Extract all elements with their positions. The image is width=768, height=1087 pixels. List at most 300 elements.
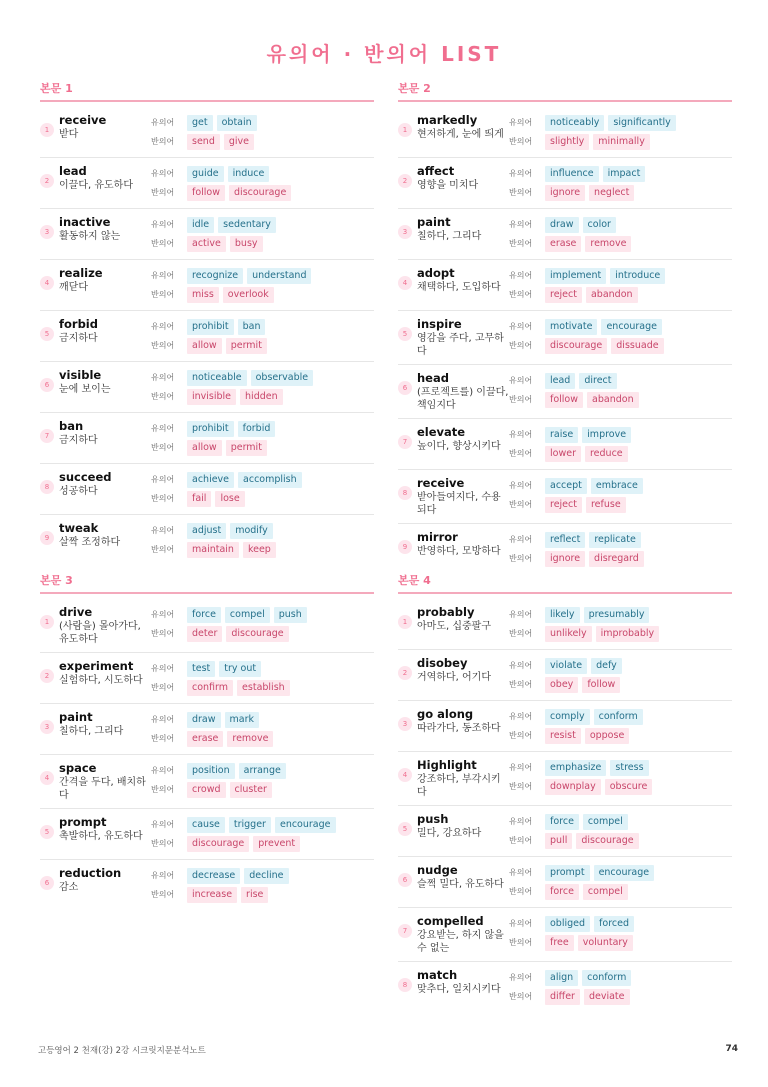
antonym-chip: confirm: [187, 680, 233, 696]
synonym-row: [509, 425, 732, 444]
synonym-chip: forced: [594, 916, 634, 932]
vocab-entry: [398, 470, 732, 524]
headword: disobey: [417, 656, 468, 670]
antonym-row: [509, 132, 732, 151]
antonym-chip: abandon: [587, 392, 639, 408]
antonym-chip: active: [187, 236, 226, 252]
relations: [151, 368, 374, 406]
synonym-label: 유의어: [509, 973, 533, 982]
antonym-chips: [545, 884, 632, 900]
antonym-label: 반의어: [151, 629, 175, 638]
headword: head: [417, 371, 449, 385]
vocab-entry: [40, 809, 374, 860]
synonym-chip: emphasize: [545, 760, 606, 776]
relations: [509, 605, 732, 643]
korean-meaning: 촉발하다, 유도하다: [59, 831, 143, 842]
korean-meaning: 실험하다, 시도하다: [59, 675, 143, 686]
relations: [509, 656, 732, 694]
entry-number: 6: [40, 876, 54, 890]
synonym-label: 유의어: [509, 535, 533, 544]
synonym-label: 유의어: [151, 169, 175, 178]
antonym-row: [509, 987, 732, 1006]
synonym-chips: [187, 763, 290, 779]
antonym-chip: remove: [227, 731, 273, 747]
synonym-label: 유의어: [509, 430, 533, 439]
headword: succeed: [59, 470, 112, 484]
antonym-row: [509, 495, 732, 514]
vocab-entry: [40, 209, 374, 260]
synonym-chips: [545, 115, 680, 131]
synonym-chip: obliged: [545, 916, 590, 932]
antonym-chip: obey: [545, 677, 578, 693]
antonym-chip: deter: [187, 626, 222, 642]
antonym-row: [509, 726, 732, 745]
antonym-chips: [545, 392, 643, 408]
antonym-chip: erase: [545, 236, 581, 252]
vocab-entry: [40, 311, 374, 362]
antonym-row: [509, 675, 732, 694]
synonym-row: [509, 530, 732, 549]
synonym-chips: [187, 421, 279, 437]
relations: [509, 530, 732, 568]
synonym-row: [509, 605, 732, 624]
antonym-chips: [187, 782, 276, 798]
antonym-chips: [545, 626, 663, 642]
synonym-chips: [545, 268, 669, 284]
antonym-row: [151, 234, 374, 253]
synonym-row: [151, 815, 374, 834]
entry-number: 5: [40, 825, 54, 839]
antonym-chip: unlikely: [545, 626, 592, 642]
synonym-chip: adjust: [187, 523, 226, 539]
headword: paint: [59, 710, 93, 724]
synonym-chip: comply: [545, 709, 590, 725]
korean-meaning: 깨닫다: [59, 282, 88, 293]
antonym-label: 반의어: [509, 731, 533, 740]
antonym-chips: [545, 338, 668, 354]
entry-number: 1: [398, 615, 412, 629]
antonym-row: [151, 678, 374, 697]
entry-number: 7: [398, 924, 412, 938]
headword: match: [417, 968, 458, 982]
section-heading: 본문 3: [40, 572, 374, 594]
section-heading: 본문 1: [40, 80, 374, 102]
antonym-label: 반의어: [151, 785, 175, 794]
synonym-chips: [187, 370, 317, 386]
word-column: [417, 425, 509, 463]
antonym-chip: erase: [187, 731, 223, 747]
synonym-chip: obtain: [217, 115, 257, 131]
headword: nudge: [417, 863, 458, 877]
vocab-entry: [398, 908, 732, 962]
antonym-row: [151, 438, 374, 457]
synonym-chip: impact: [603, 166, 646, 182]
antonym-chip: miss: [187, 287, 219, 303]
korean-meaning: 이끌다, 유도하다: [59, 180, 133, 191]
synonym-label: 유의어: [509, 919, 533, 928]
synonym-chip: understand: [247, 268, 311, 284]
synonym-chip: compel: [583, 814, 628, 830]
korean-meaning: 슬쩍 밀다, 유도하다: [417, 879, 504, 890]
antonym-chip: reject: [545, 287, 582, 303]
antonym-label: 반의어: [509, 137, 533, 146]
synonym-row: [151, 164, 374, 183]
synonym-chips: [187, 607, 311, 623]
antonym-label: 반의어: [151, 392, 175, 401]
korean-meaning: 채택하다, 도입하다: [417, 282, 501, 293]
synonym-chips: [545, 916, 638, 932]
relations: [509, 914, 732, 955]
vocab-entry: [40, 107, 374, 158]
antonym-chip: allow: [187, 440, 222, 456]
vocab-entry: [398, 650, 732, 701]
antonym-chip: slightly: [545, 134, 589, 150]
entry-number: 3: [398, 717, 412, 731]
relations: [509, 863, 732, 901]
korean-meaning: 높이다, 향상시키다: [417, 441, 501, 452]
antonym-label: 반의어: [151, 188, 175, 197]
korean-meaning: 현저하게, 눈에 띄게: [417, 129, 504, 140]
synonym-chip: sedentary: [218, 217, 276, 233]
word-column: [417, 812, 509, 850]
synonym-label: 유의어: [151, 424, 175, 433]
relations: [509, 476, 732, 517]
antonym-row: [151, 387, 374, 406]
synonym-chips: [187, 319, 269, 335]
synonym-chips: [545, 319, 666, 335]
relations: [151, 113, 374, 151]
synonym-label: 유의어: [509, 169, 533, 178]
relations: [151, 815, 374, 853]
antonym-chip: permit: [226, 440, 267, 456]
antonym-label: 반의어: [151, 734, 175, 743]
antonym-chip: deviate: [584, 989, 630, 1005]
synonym-label: 유의어: [151, 871, 175, 880]
synonym-row: [509, 113, 732, 132]
vocab-entry: [398, 524, 732, 574]
antonym-chips: [545, 446, 632, 462]
antonym-chip: hidden: [240, 389, 283, 405]
entry-number: 8: [398, 978, 412, 992]
synonym-chip: replicate: [589, 532, 640, 548]
synonym-row: [151, 659, 374, 678]
word-column: [417, 215, 509, 253]
word-column: [417, 476, 509, 517]
synonym-label: 유의어: [151, 373, 175, 382]
headword: tweak: [59, 521, 99, 535]
antonym-chips: [187, 491, 249, 507]
word-column: [59, 266, 151, 304]
antonym-chip: reduce: [585, 446, 628, 462]
vocab-entry: [398, 158, 732, 209]
vocab-entry: [40, 653, 374, 704]
synonym-chips: [187, 817, 340, 833]
section-heading: 본문 2: [398, 80, 732, 102]
synonym-chip: motivate: [545, 319, 597, 335]
antonym-chip: discourage: [229, 185, 291, 201]
synonym-chips: [545, 760, 653, 776]
word-column: [59, 521, 151, 559]
antonym-chips: [545, 134, 654, 150]
synonym-chip: test: [187, 661, 215, 677]
antonym-label: 반의어: [509, 395, 533, 404]
antonym-chip: crowd: [187, 782, 226, 798]
headword: adopt: [417, 266, 455, 280]
antonym-label: 반의어: [509, 290, 533, 299]
page-number: 74: [725, 1044, 738, 1054]
synonym-chip: draw: [187, 712, 221, 728]
relations: [509, 968, 732, 1006]
antonym-chip: busy: [230, 236, 263, 252]
synonym-chip: decrease: [187, 868, 240, 884]
headword: reduction: [59, 866, 122, 880]
synonym-label: 유의어: [509, 481, 533, 490]
antonym-chips: [187, 542, 280, 558]
synonym-chip: introduce: [610, 268, 665, 284]
synonym-chip: cause: [187, 817, 225, 833]
word-column: [417, 707, 509, 745]
headword: go along: [417, 707, 474, 721]
vocab-entry: [398, 701, 732, 752]
synonym-row: [151, 866, 374, 885]
antonym-row: [509, 777, 732, 796]
entry-number: 3: [398, 225, 412, 239]
entry-number: 1: [40, 615, 54, 629]
korean-meaning: (프로젝트를) 이끌다, 책임지다: [417, 387, 509, 411]
antonym-chip: minimally: [593, 134, 650, 150]
synonym-row: [509, 266, 732, 285]
antonym-label: 반의어: [509, 938, 533, 947]
entry-number: 8: [398, 486, 412, 500]
word-column: [417, 914, 509, 955]
antonym-chip: overlook: [223, 287, 274, 303]
relations: [509, 266, 732, 304]
synonym-chip: defy: [591, 658, 622, 674]
antonym-chip: discourage: [187, 836, 249, 852]
synonym-row: [151, 368, 374, 387]
word-column: [417, 317, 509, 358]
vocab-entry: [40, 599, 374, 653]
antonym-row: [509, 234, 732, 253]
entry-number: 4: [398, 768, 412, 782]
entry-number: 1: [398, 123, 412, 137]
footer-book-title: 고등영어 2 천재(강) 2강 시크릿지문분석노트: [38, 1046, 206, 1056]
antonym-label: 반의어: [151, 137, 175, 146]
relations: [509, 812, 732, 850]
korean-meaning: 금지하다: [59, 435, 98, 446]
synonym-label: 유의어: [151, 766, 175, 775]
headword: visible: [59, 368, 102, 382]
antonym-chip: downplay: [545, 779, 601, 795]
antonym-row: [151, 132, 374, 151]
antonym-chips: [187, 836, 304, 852]
headword: realize: [59, 266, 103, 280]
antonym-chip: reject: [545, 497, 582, 513]
synonym-chip: push: [274, 607, 307, 623]
synonym-row: [151, 317, 374, 336]
word-column: [59, 605, 151, 646]
antonym-row: [151, 885, 374, 904]
synonym-label: 유의어: [151, 820, 175, 829]
synonym-chips: [545, 166, 649, 182]
synonym-label: 유의어: [509, 220, 533, 229]
headword: compelled: [417, 914, 484, 928]
synonym-chip: reflect: [545, 532, 585, 548]
entry-number: 4: [40, 276, 54, 290]
antonym-row: [151, 624, 374, 643]
korean-meaning: 성공하다: [59, 486, 98, 497]
antonym-label: 반의어: [509, 887, 533, 896]
korean-meaning: 눈에 보이는: [59, 384, 111, 395]
korean-meaning: 살짝 조정하다: [59, 537, 121, 548]
antonym-chip: rise: [241, 887, 268, 903]
synonym-chip: likely: [545, 607, 580, 623]
headword: ban: [59, 419, 84, 433]
relations: [509, 164, 732, 202]
synonym-chips: [545, 607, 653, 623]
relations: [509, 758, 732, 799]
headword: lead: [59, 164, 87, 178]
antonym-chips: [187, 626, 293, 642]
synonym-chip: position: [187, 763, 235, 779]
antonym-chip: allow: [187, 338, 222, 354]
word-column: [59, 866, 151, 904]
synonym-row: [151, 266, 374, 285]
korean-meaning: 금지하다: [59, 333, 98, 344]
antonym-chip: oppose: [585, 728, 629, 744]
vocab-entry: [398, 752, 732, 806]
synonym-label: 유의어: [151, 271, 175, 280]
headword: markedly: [417, 113, 478, 127]
relations: [151, 266, 374, 304]
antonym-label: 반의어: [151, 683, 175, 692]
korean-meaning: (사람을) 몰아가다, 유도하다: [59, 621, 141, 645]
korean-meaning: 강조하다, 부각시키다: [417, 774, 501, 798]
antonym-row: [509, 336, 732, 355]
word-column: [417, 863, 509, 901]
antonym-label: 반의어: [151, 545, 175, 554]
synonym-chip: force: [187, 607, 221, 623]
antonym-chip: refuse: [586, 497, 626, 513]
synonym-chip: encourage: [275, 817, 336, 833]
synonym-chips: [545, 814, 632, 830]
relations: [151, 710, 374, 748]
antonym-row: [151, 336, 374, 355]
korean-meaning: 맞추다, 일치시키다: [417, 984, 501, 995]
antonym-label: 반의어: [509, 188, 533, 197]
entry-number: 2: [398, 666, 412, 680]
synonym-label: 유의어: [509, 376, 533, 385]
synonym-chips: [545, 658, 626, 674]
synonym-chip: raise: [545, 427, 578, 443]
vocab-entry: [398, 962, 732, 1012]
synonym-chips: [545, 865, 658, 881]
relations: [509, 707, 732, 745]
antonym-chips: [545, 287, 642, 303]
entry-number: 3: [40, 720, 54, 734]
antonym-row: [509, 882, 732, 901]
word-column: [417, 164, 509, 202]
synonym-chip: direct: [579, 373, 616, 389]
antonym-chips: [545, 677, 624, 693]
vocab-entry: [398, 107, 732, 158]
korean-meaning: 칠하다, 그리다: [59, 726, 124, 737]
synonym-chip: recognize: [187, 268, 243, 284]
synonym-label: 유의어: [509, 817, 533, 826]
korean-meaning: 간격을 두다, 배치하다: [59, 777, 146, 801]
synonym-chip: presumably: [584, 607, 650, 623]
synonym-label: 유의어: [151, 475, 175, 484]
antonym-chips: [187, 440, 271, 456]
synonym-label: 유의어: [509, 118, 533, 127]
antonym-label: 반의어: [151, 494, 175, 503]
headword: inspire: [417, 317, 462, 331]
synonym-chip: try out: [219, 661, 261, 677]
synonym-chips: [545, 217, 620, 233]
vocab-entry: [398, 209, 732, 260]
synonym-chip: noticeably: [545, 115, 604, 131]
vocab-entry: [40, 158, 374, 209]
synonym-chip: improve: [582, 427, 631, 443]
antonym-chip: remove: [585, 236, 631, 252]
antonym-row: [151, 780, 374, 799]
synonym-row: [509, 371, 732, 390]
synonym-row: [509, 707, 732, 726]
synonym-row: [151, 761, 374, 780]
antonym-row: [509, 933, 732, 952]
synonym-label: 유의어: [509, 712, 533, 721]
antonym-chip: invisible: [187, 389, 236, 405]
antonym-chips: [545, 497, 630, 513]
synonym-chip: lead: [545, 373, 575, 389]
relations: [151, 164, 374, 202]
entry-number: 7: [398, 435, 412, 449]
relations: [509, 425, 732, 463]
synonym-chip: accept: [545, 478, 587, 494]
section-heading: 본문 4: [398, 572, 732, 594]
headword: affect: [417, 164, 455, 178]
antonym-row: [509, 549, 732, 568]
headword: drive: [59, 605, 93, 619]
korean-meaning: 영감을 주다, 고무하다: [417, 333, 504, 357]
antonym-chip: neglect: [589, 185, 634, 201]
antonym-chips: [545, 989, 634, 1005]
synonym-chip: prompt: [545, 865, 590, 881]
synonym-chip: force: [545, 814, 579, 830]
antonym-label: 반의어: [509, 782, 533, 791]
synonym-chip: forbid: [238, 421, 276, 437]
synonym-row: [509, 812, 732, 831]
antonym-label: 반의어: [509, 629, 533, 638]
synonym-chip: induce: [228, 166, 270, 182]
synonym-label: 유의어: [509, 322, 533, 331]
headword: inactive: [59, 215, 111, 229]
synonym-chips: [187, 268, 315, 284]
vocab-entry: [398, 857, 732, 908]
word-column: [59, 215, 151, 253]
synonym-label: 유의어: [509, 610, 533, 619]
antonym-chip: ignore: [545, 185, 585, 201]
antonym-chip: prevent: [253, 836, 300, 852]
antonym-chip: pull: [545, 833, 572, 849]
synonym-chip: mark: [225, 712, 259, 728]
korean-meaning: 반영하다, 모방하다: [417, 546, 501, 557]
synonym-row: [151, 521, 374, 540]
synonym-chip: accomplish: [238, 472, 302, 488]
antonym-chips: [545, 779, 656, 795]
antonym-chip: force: [545, 884, 579, 900]
antonym-row: [151, 834, 374, 853]
